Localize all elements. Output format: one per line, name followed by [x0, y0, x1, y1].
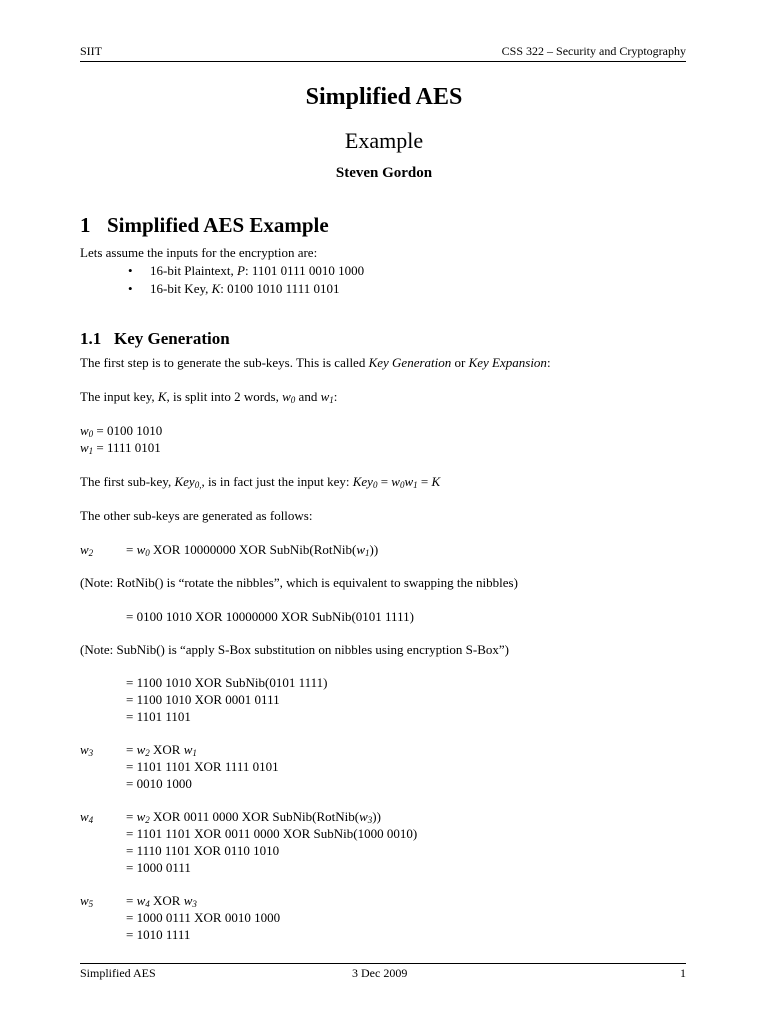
- header-rule: [80, 61, 686, 62]
- page-footer: [80, 966, 686, 982]
- w2-step: = 0100 1010 XOR 10000000 XOR SubNib(0101 1111): [126, 609, 414, 624]
- footer-date: 3 Dec 2009: [352, 966, 408, 980]
- w1-line: $w_1 = 1111$ 0101: [80, 440, 161, 456]
- page-header: [80, 44, 686, 60]
- w4-label: $w_4$: [80, 809, 94, 825]
- bullet-key: 16-bit Key, K: 0100 1010 1111 0101: [150, 281, 340, 296]
- w3-result: = 0010 1000: [126, 776, 192, 791]
- w4-step: = 1101 1101 XOR 0011 0000 XOR SubNib(1000 0010): [126, 826, 418, 841]
- w4-result: = 1000 0111: [126, 860, 191, 875]
- split-paragraph: The input key, K, is split into 2 words, $w_0$ and $w_1$:: [80, 389, 338, 405]
- note-subnib: (Note: SubNib() is “apply S-Box substitution on nibbles using encryption S-Box”): [80, 642, 509, 657]
- w4-step: = 1110 1101 XOR 0110 1010: [126, 843, 280, 858]
- w3-formula: = $w_2$ XOR $w_1$: [126, 742, 197, 758]
- w2-label: $w_2$: [80, 542, 94, 558]
- w0-line: $w_0 = 0100$ 1010: [80, 423, 163, 439]
- footer-left: Simplified AES: [80, 966, 156, 980]
- w4-formula: = $w_2$ XOR 0011 0000 XOR $SubNib(RotNib(w_3))$: [126, 809, 381, 825]
- other-subkeys-text: The other sub-keys are generated as follows:: [80, 508, 313, 523]
- w3-step: = 1101 1101 XOR 1111 0101: [126, 759, 279, 774]
- section-number: 1: [80, 213, 91, 237]
- doc-subtitle: Example: [344, 128, 424, 153]
- header-left: SIIT: [80, 44, 102, 58]
- note-rotnib: (Note: RotNib() is “rotate the nibbles”, which is equivalent to swapping the nibbles): [80, 575, 518, 590]
- page-number: 1: [680, 966, 686, 980]
- subsection-number: 1.1: [80, 329, 102, 348]
- w5-step: = 1000 0111 XOR 0010 1000: [126, 910, 281, 925]
- w3-label: $w_3$: [80, 742, 94, 758]
- w5-result: = 1010 1111: [126, 927, 191, 942]
- footer-rule: [80, 963, 686, 964]
- w2-step: = 1100 1010 XOR SubNib(0101 1111): [126, 675, 328, 690]
- header-right: CSS 322 – Security and Cryptography: [501, 44, 686, 58]
- w2-result: = 1101 1101: [126, 709, 191, 724]
- subsection-title: Key Generation: [114, 329, 230, 348]
- subsection-heading: [80, 329, 230, 349]
- bullet-plaintext: 16-bit Plaintext, P: 1101 0111 0010 1000: [150, 263, 365, 278]
- w5-label: $w_5$: [80, 893, 94, 909]
- w5-formula: = $w_4$ XOR $w_3$: [126, 893, 197, 909]
- doc-title: Simplified AES: [305, 84, 463, 110]
- section-heading: [80, 213, 329, 238]
- doc-author: Steven Gordon: [335, 165, 433, 181]
- w2-step: = 1100 1010 XOR 0001 0111: [126, 692, 280, 707]
- bullet-icon: •: [128, 281, 133, 296]
- section-title: Simplified AES Example: [107, 213, 329, 237]
- w2-formula: = $w_0$ XOR 10000000 XOR $SubNib(RotNib(w_1))$: [126, 542, 379, 558]
- key0-paragraph: The first sub-key, Key$_{0,}$, is in fact just the input key: $Key_0 = w_0w_1 = K$: [80, 474, 441, 490]
- bullet-icon: •: [128, 263, 133, 278]
- keygen-paragraph: The first step is to generate the sub-keys. This is called Key Generation or Key Expansion:: [80, 355, 551, 370]
- intro-text: Lets assume the inputs for the encryption are:: [80, 245, 318, 260]
